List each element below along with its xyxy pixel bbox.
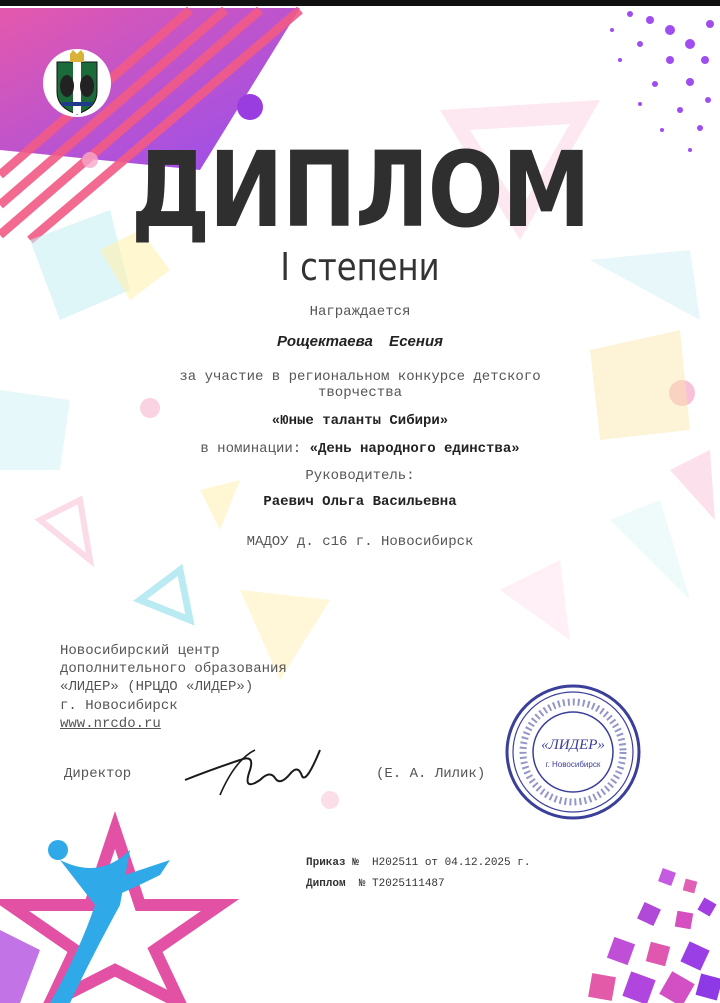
participation-text: за участие в региональном конкурсе детского творчества: [179, 369, 541, 402]
nomination-label: в номинации:: [200, 441, 302, 457]
org-line-2: дополнительного образования: [60, 661, 287, 678]
organization-stamp: [504, 683, 642, 821]
director-name: (Е. А. Лилик): [376, 766, 486, 782]
diploma-number-line: [306, 874, 530, 895]
leader-name: Раевич Ольга Васильевна: [263, 494, 457, 510]
leader-label: Руководитель:: [305, 468, 415, 484]
director-label: Директор: [64, 766, 132, 782]
contest-name: «Юные таланты Сибири»: [271, 413, 449, 429]
school-name: МАДОУ д. с16 г. Новосибирск: [246, 534, 474, 550]
stamp-city-text: г. Новосибирск: [545, 760, 601, 769]
recipient-name: Рощектаева Есения: [277, 333, 443, 350]
nomination-line: [0, 441, 720, 458]
organization-block: [60, 642, 287, 733]
org-line-1: Новосибирский центр: [60, 643, 220, 659]
nomination-value: «День народного единства»: [309, 441, 520, 457]
org-line-4: г. Новосибирск: [60, 697, 178, 714]
diploma-number: № Т2025111487: [358, 877, 445, 890]
order-number: Н202511 от 04.12.2025 г.: [372, 857, 531, 869]
diploma-title: ДИПЛОМ: [130, 129, 590, 251]
order-block: [306, 853, 530, 895]
order-label: Приказ №: [306, 857, 359, 869]
region-emblem-icon: [42, 48, 112, 118]
order-line: [306, 853, 530, 874]
diploma-number-label: Диплом: [306, 877, 346, 890]
awarded-label: Награждается: [309, 304, 411, 320]
stamp-center-text: «ЛИДЕР»: [541, 737, 605, 753]
diploma-degree: I степени: [280, 245, 440, 289]
org-website-link[interactable]: www.nrcdo.ru: [60, 715, 161, 732]
director-signature: [180, 740, 330, 800]
org-line-3: «ЛИДЕР» (НРЦДО «ЛИДЕР»): [60, 679, 254, 696]
